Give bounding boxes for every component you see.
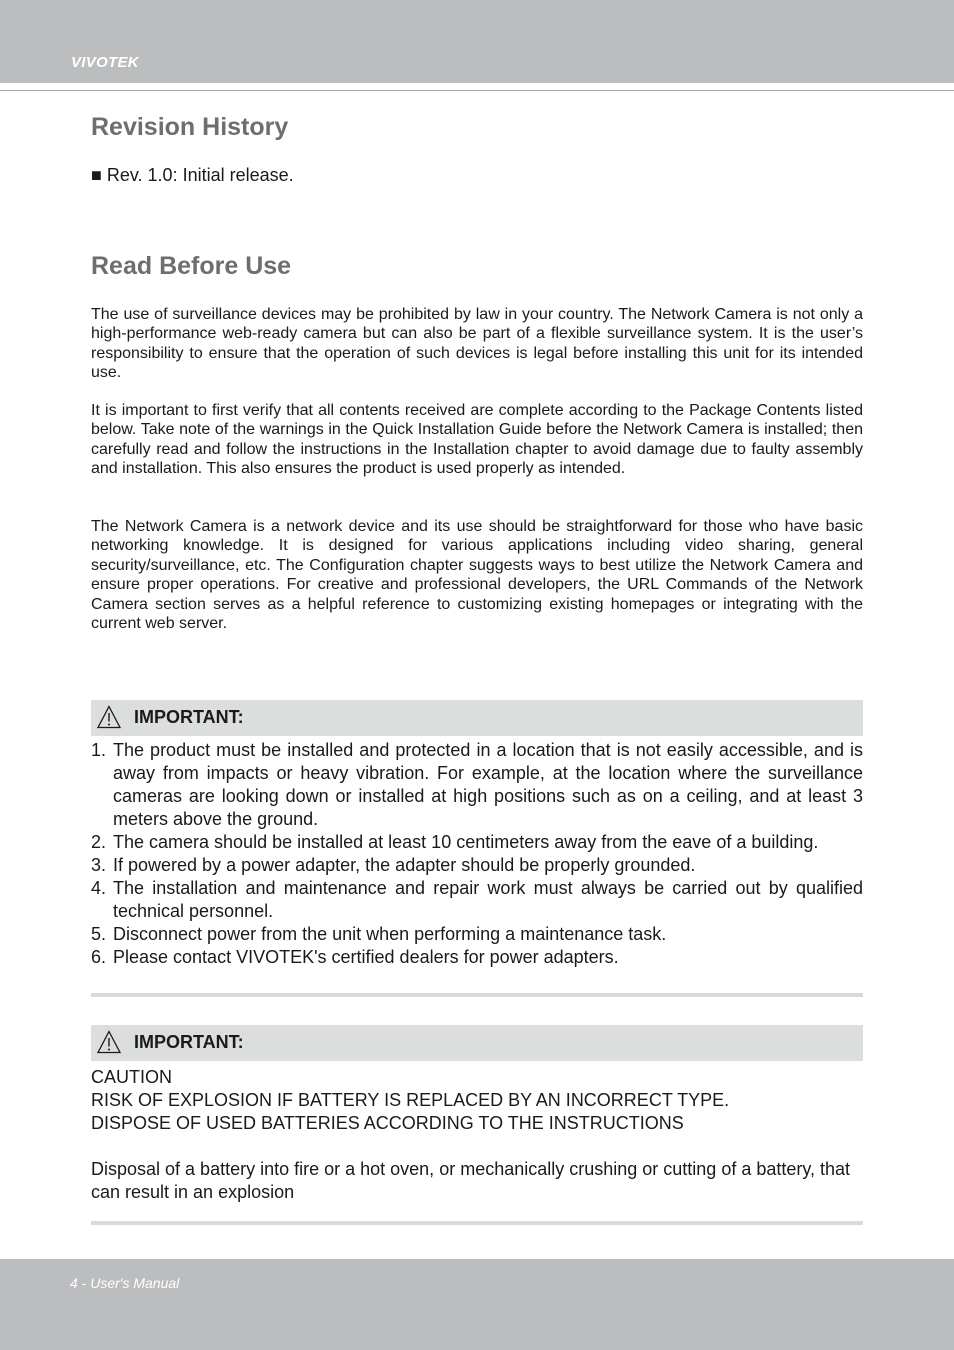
list-item (91, 946, 863, 969)
list-number: 1. (91, 740, 107, 760)
caution-line: RISK OF EXPLOSION IF BATTERY IS REPLACED BY AN INCORRECT TYPE. (91, 1090, 730, 1110)
paragraph-package: It is important to first verify that all contents received are complete according to the Package Contents listed below. Take note of the warnings in the Quick Installation Guide before the Network Camera is installed; then carefully read and follow the instructions in the Installation chapter to avoid damage due to faulty assembly and installation. This also ensures the product is used properly as intended. (91, 402, 863, 478)
list-number: 2. (91, 832, 107, 852)
list-item (91, 923, 863, 946)
important-banner (91, 1025, 863, 1061)
list-text: Please contact VIVOTEK's certified dealers for power adapters. (113, 947, 619, 967)
page-number-label: 4 - User's Manual (70, 1275, 180, 1291)
list-text: Disconnect power from the unit when performing a maintenance task. (113, 924, 667, 944)
caution-line: DISPOSE OF USED BATTERIES ACCORDING TO THE INSTRUCTIONS (91, 1113, 684, 1133)
important-label: IMPORTANT: (134, 1032, 244, 1052)
important-banner (91, 700, 863, 736)
section-divider (91, 993, 863, 997)
list-item (91, 877, 863, 923)
list-item (91, 854, 863, 877)
header-divider (0, 90, 954, 91)
important-label: IMPORTANT: (134, 707, 244, 727)
list-text: If powered by a power adapter, the adapter should be properly grounded. (113, 855, 696, 875)
warning-triangle-icon (97, 705, 121, 729)
list-text: The camera should be installed at least 10 centimeters away from the eave of a building. (113, 832, 819, 852)
revision-item: ■ Rev. 1.0: Initial release. (91, 165, 294, 185)
list-text: The product must be installed and protected in a location that is not easily accessible, and is away from impacts or heavy vibration. For example, at the location where the surveillance cameras are looking down or installed at high positions such as on a ceiling, and at least 3 meters above the ground. (113, 740, 863, 829)
read-before-use-title: Read Before Use (91, 252, 292, 280)
revision-history-title: Revision History (91, 113, 289, 141)
list-number: 3. (91, 855, 107, 875)
important-list (91, 739, 863, 969)
list-number: 6. (91, 947, 107, 967)
list-item (91, 739, 863, 831)
page-footer (0, 1259, 954, 1350)
list-item (91, 831, 863, 854)
brand-name: VIVOTEK (71, 54, 139, 71)
paragraph-legal: The use of surveillance devices may be prohibited by law in your country. The Network Camera is not only a high-performance web-ready camera but can also be part of a flexible surveillance system. It is the user’s responsibility to ensure that the operation of such devices is legal before installing this unit for its intended use. (91, 306, 863, 382)
caution-block (91, 1066, 863, 1135)
list-text: The installation and maintenance and repair work must always be carried out by qualified technical personnel. (113, 878, 863, 921)
battery-disposal-text: Disposal of a battery into fire or a hot oven, or mechanically crushing or cutting of a battery, that can result in an explosion (91, 1159, 851, 1202)
warning-triangle-icon (97, 1030, 121, 1054)
section-divider (91, 1221, 863, 1225)
page-header (0, 0, 954, 83)
caution-heading: CAUTION (91, 1067, 172, 1087)
list-number: 4. (91, 878, 107, 898)
paragraph-network: The Network Camera is a network device and its use should be straightforward for those who have basic networking knowledge. It is designed for various applications including video sharing, general security/surveillance, etc. The Configuration chapter suggests ways to best utilize the Network Camera and ensure proper operations. For creative and professional developers, the URL Commands of the Network Camera section serves as a helpful reference to customizing existing homepages or integrating with the current web server. (91, 518, 863, 633)
list-number: 5. (91, 924, 107, 944)
